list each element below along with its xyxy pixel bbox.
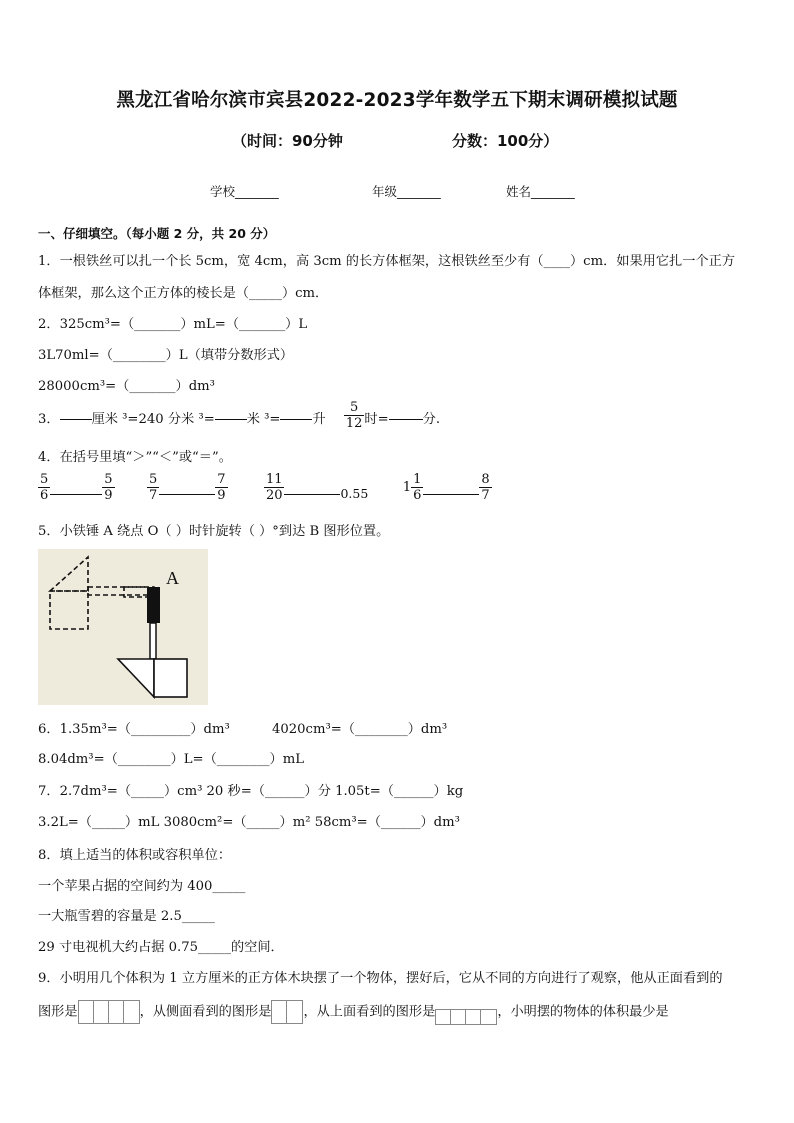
q3-blank-3[interactable] xyxy=(280,419,312,420)
q3-part-1: 厘米 ³=240 分米 ³= xyxy=(91,412,215,427)
question-1-line-1: 1．一根铁丝可以扎一个长 5cm，宽 4cm，高 3cm 的长方体框架，这根铁丝至少有（____）cm．如果用它扎一个正方 xyxy=(38,254,735,269)
question-4: 4．在括号里填“＞”“＜”或“＝”。 xyxy=(38,450,232,465)
dashed-square xyxy=(50,591,88,629)
label-a: A xyxy=(166,568,179,588)
question-8-line-3: 29 寸电视机大约占据 0.75_____的空间． xyxy=(38,940,284,955)
question-8-line-2: 一大瓶雪碧的容量是 2.5_____ xyxy=(38,909,215,924)
q4-item-3: $\frac{11}{20}$ 0.55 xyxy=(265,472,369,503)
question-9-line-1: 9．小明用几个体积为 1 立方厘米的正方体木块摆了一个物体，摆好后，它从不同的方向进行了观察，他从正面看到的 xyxy=(38,971,723,986)
rotation-figure xyxy=(38,549,208,705)
front-view-grid xyxy=(78,1000,140,1024)
exam-score: 分数：100分） xyxy=(452,132,559,150)
q4-blank-4[interactable] xyxy=(423,494,479,495)
question-2-line-3: 28000cm³=（_______）dm³ xyxy=(38,379,215,394)
q3-part-2: 米 ³= xyxy=(246,412,281,427)
shape-b-square xyxy=(154,659,187,697)
q4-item-1: $\frac{5}{6}$ $\frac{5}{9}$ xyxy=(40,472,113,503)
hammer-rotation-diagram xyxy=(38,549,208,705)
q3-blank-4[interactable] xyxy=(389,419,423,420)
dashed-handle xyxy=(88,587,154,595)
question-3 xyxy=(38,400,441,431)
q4-blank-2[interactable] xyxy=(159,494,215,495)
question-9-line-2: 图形是 ，从侧面看到的图形是 ，从上面看到的图形是 ，小明摆的物体的体积最少是 xyxy=(38,999,669,1025)
q4-blank-1[interactable] xyxy=(50,494,102,495)
section-heading: 一、仔细填空。（每小题 2 分，共 20 分） xyxy=(38,226,276,241)
q4-item-4: 1 $\frac{1}{6}$ $\frac{8}{7}$ xyxy=(402,472,490,503)
question-7-line-1: 7．2.7dm³=（_____）cm³ 20 秒=（______）分 1.05t=（______）kg xyxy=(38,784,464,799)
school-field: 学校_______ xyxy=(210,184,279,199)
q4-blank-3[interactable] xyxy=(284,494,340,495)
q3-prefix: 3． xyxy=(38,412,60,427)
q4-item-2: $\frac{5}{7}$ $\frac{7}{9}$ xyxy=(148,472,226,503)
page-title: 黑龙江省哈尔滨市宾县2022-2023学年数学五下期末调研模拟试题 xyxy=(116,90,678,111)
question-8-heading: 8．填上适当的体积或容积单位： xyxy=(38,848,232,863)
q3-part-3: 升 xyxy=(312,412,326,427)
question-2-line-2: 3L70ml=（________）L（填带分数形式） xyxy=(38,348,294,363)
exam-time: （时间：90分钟 xyxy=(232,132,343,150)
q3-part-4: 时= xyxy=(364,412,389,427)
question-7-line-2: 3.2L=（_____）mL 3080cm²=（_____）m² 58cm³=（______）dm³ xyxy=(38,815,460,830)
grade-field: 年级_______ xyxy=(372,184,441,199)
shape-b-triangle xyxy=(118,659,154,697)
q3-blank-2[interactable] xyxy=(215,419,247,420)
question-2-line-1: 2．325cm³=（_______）mL=（_______）L xyxy=(38,317,308,332)
question-6-line-1b: 4020cm³=（________）dm³ xyxy=(272,722,448,737)
question-6-line-1a: 6．1.35m³=（_________）dm³ xyxy=(38,722,230,737)
question-6-line-2: 8.04dm³=（________）L=（________）mL xyxy=(38,752,304,767)
q3-part-5: 分. xyxy=(422,412,441,427)
top-view-grid xyxy=(435,1009,497,1025)
question-5: 5．小铁锤 A 绕点 O（ ）时针旋转（ ）°到达 B 图形位置。 xyxy=(38,524,390,539)
q4-comparisons xyxy=(38,472,492,503)
hammer-head-a xyxy=(147,587,160,623)
name-field: 姓名_______ xyxy=(506,184,575,199)
question-1-line-2: 体框架，那么这个正方体的棱长是（_____）cm． xyxy=(38,286,329,301)
side-view-grid xyxy=(271,1000,303,1024)
hammer-handle-a xyxy=(150,623,156,659)
question-8-line-1: 一个苹果占据的空间约为 400_____ xyxy=(38,879,246,894)
dashed-triangle xyxy=(50,557,88,591)
q3-blank-1[interactable] xyxy=(60,419,92,420)
q3-fraction: $\frac{5}{12}$ xyxy=(345,400,363,431)
